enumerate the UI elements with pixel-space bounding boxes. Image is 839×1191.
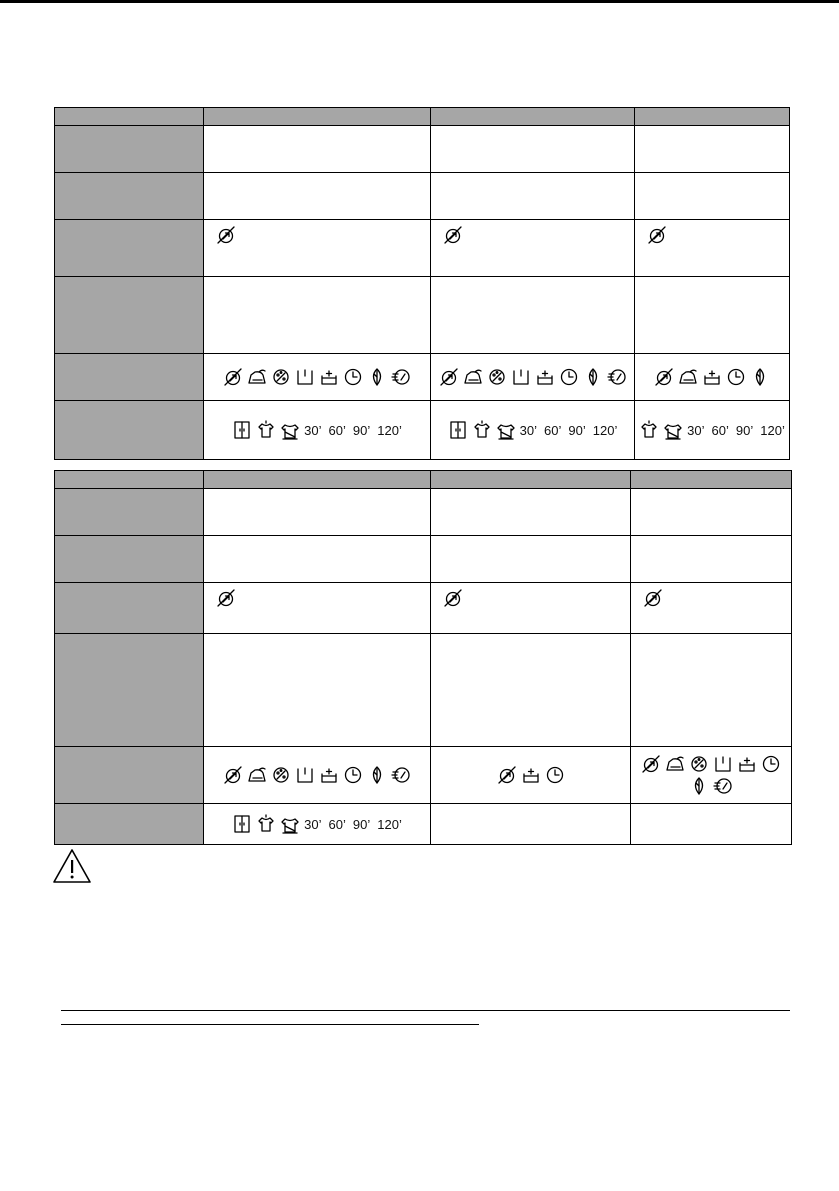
- no-pretreatment-icon: [443, 225, 463, 245]
- steam-options: [204, 804, 430, 844]
- table-row: [55, 804, 792, 845]
- stain-icon: [689, 754, 709, 774]
- extra-rinse-icon: [535, 367, 555, 387]
- stain-icon: [271, 765, 291, 785]
- duration-value: 120’: [592, 422, 618, 438]
- duration-value: 30’: [304, 422, 322, 438]
- options-icons: [635, 354, 789, 400]
- steam-options: [635, 401, 789, 459]
- row-label-cell: [55, 173, 204, 220]
- row-label-cell: [55, 401, 204, 460]
- table-cell: [631, 583, 792, 634]
- timer-icon: [343, 765, 363, 785]
- shirt-icon: [256, 420, 276, 440]
- duration-value: 60’: [711, 422, 729, 438]
- duration-value: 90’: [352, 816, 371, 832]
- stain-icon: [487, 367, 507, 387]
- header-cell: [431, 471, 631, 489]
- row-label-cell: [55, 634, 204, 747]
- duration-value: 90’: [568, 422, 586, 438]
- options-icons: [431, 747, 630, 803]
- table-cell: [431, 747, 631, 804]
- table-cell: [204, 354, 431, 401]
- row-label-cell: [55, 583, 204, 634]
- table-row: [55, 401, 790, 460]
- steam-options: [431, 401, 634, 459]
- iron-icon: [665, 754, 685, 774]
- table-cell: [204, 536, 431, 583]
- header-cell: [635, 108, 790, 126]
- warning-triangle-icon: [52, 848, 92, 884]
- iron-icon: [247, 765, 267, 785]
- quick-icon: [391, 367, 411, 387]
- cabinet-icon: [448, 420, 468, 440]
- extra-rinse-icon: [521, 765, 541, 785]
- footnote-rule-long: [61, 1010, 790, 1011]
- duration-values: [687, 423, 785, 438]
- header-cell: [204, 471, 431, 489]
- table-cell: [635, 220, 790, 277]
- table-row: [55, 634, 792, 747]
- row-label-cell: [55, 277, 204, 354]
- table-row: [55, 583, 792, 634]
- duration-value: 60’: [328, 816, 346, 832]
- duration-value: 60’: [328, 422, 346, 438]
- table-cell: [204, 489, 431, 536]
- no-pretreatment-icon: [443, 588, 463, 608]
- cabinet-icon: [232, 814, 252, 834]
- timer-icon: [726, 367, 746, 387]
- header-cell: [431, 108, 635, 126]
- table-cell: [431, 583, 631, 634]
- table-cell: [631, 536, 792, 583]
- eco-leaf-icon: [367, 367, 387, 387]
- hanger-shirt-icon: [280, 420, 300, 440]
- extra-rinse-icon: [319, 367, 339, 387]
- no-pretreatment-icon: [641, 754, 661, 774]
- timer-icon: [545, 765, 565, 785]
- table-cell: [635, 277, 790, 354]
- shirt-icon: [472, 420, 492, 440]
- hanger-shirt-icon: [663, 420, 683, 440]
- wash-tub-icon: [295, 765, 315, 785]
- table-cell: [635, 401, 790, 460]
- options-icons: [204, 354, 430, 400]
- eco-leaf-icon: [750, 367, 770, 387]
- table-cell: [204, 220, 431, 277]
- duration-value: 30’: [687, 422, 705, 438]
- table-cell: [204, 126, 431, 173]
- row-label-cell: [55, 220, 204, 277]
- row-label-cell: [55, 804, 204, 845]
- table-row: [55, 747, 792, 804]
- cabinet-icon: [232, 420, 252, 440]
- no-pretreatment-icon: [654, 367, 674, 387]
- table-cell: [204, 277, 431, 354]
- extra-rinse-icon: [702, 367, 722, 387]
- table-cell: [631, 634, 792, 747]
- pretreatment-group: [431, 583, 630, 613]
- no-pretreatment-icon: [643, 588, 663, 608]
- quick-icon: [607, 367, 627, 387]
- table-cell: [431, 489, 631, 536]
- table-cell: [431, 536, 631, 583]
- wash-tub-icon: [713, 754, 733, 774]
- shirt-icon: [639, 420, 659, 440]
- timer-icon: [559, 367, 579, 387]
- footnote-rule-short: [61, 1024, 479, 1025]
- no-pretreatment-icon: [216, 588, 236, 608]
- timer-icon: [761, 754, 781, 774]
- row-label-cell: [55, 747, 204, 804]
- header-cell: [55, 108, 204, 126]
- stain-icon: [271, 367, 291, 387]
- top-rule: [0, 0, 839, 3]
- duration-value: 90’: [352, 422, 371, 438]
- table-cell: [631, 804, 792, 845]
- duration-values: [520, 423, 618, 438]
- eco-leaf-icon: [689, 776, 709, 796]
- duration-value: 120’: [377, 816, 402, 832]
- duration-value: 30’: [304, 816, 322, 832]
- table-cell: [635, 126, 790, 173]
- duration-value: 90’: [735, 422, 754, 438]
- iron-icon: [678, 367, 698, 387]
- quick-icon: [713, 776, 733, 796]
- table-cell: [204, 804, 431, 845]
- duration-values: [304, 423, 402, 438]
- table-cell: [635, 354, 790, 401]
- table-row: [55, 489, 792, 536]
- table-row: [55, 173, 790, 220]
- programme-table-1: [54, 107, 790, 460]
- pretreatment-group: [204, 220, 430, 250]
- table-cell: [631, 489, 792, 536]
- no-pretreatment-icon: [223, 765, 243, 785]
- wash-tub-icon: [295, 367, 315, 387]
- table-cell: [431, 173, 635, 220]
- table-cell: [431, 804, 631, 845]
- programme-table-2: [54, 470, 792, 845]
- no-pretreatment-icon: [497, 765, 517, 785]
- no-pretreatment-icon: [223, 367, 243, 387]
- table-cell: [635, 173, 790, 220]
- header-row: [55, 108, 790, 126]
- table-cell: [631, 747, 792, 804]
- duration-values: [304, 817, 402, 832]
- table-cell: [431, 401, 635, 460]
- header-cell: [631, 471, 792, 489]
- shirt-icon: [256, 814, 276, 834]
- table-cell: [204, 747, 431, 804]
- duration-value: 60’: [544, 422, 562, 438]
- no-pretreatment-icon: [216, 225, 236, 245]
- table-row: [55, 354, 790, 401]
- row-label-cell: [55, 126, 204, 173]
- table-row: [55, 277, 790, 354]
- pretreatment-group: [631, 583, 791, 613]
- extra-rinse-icon: [737, 754, 757, 774]
- table-row: [55, 126, 790, 173]
- hanger-shirt-icon: [280, 814, 300, 834]
- no-pretreatment-icon: [647, 225, 667, 245]
- row-label-cell: [55, 489, 204, 536]
- eco-leaf-icon: [583, 367, 603, 387]
- iron-icon: [247, 367, 267, 387]
- table-cell: [431, 354, 635, 401]
- table-row: [55, 220, 790, 277]
- table-cell: [431, 126, 635, 173]
- pretreatment-group: [431, 220, 634, 250]
- options-icons: [431, 354, 634, 400]
- timer-icon: [343, 367, 363, 387]
- table-cell: [431, 634, 631, 747]
- table-row: [55, 536, 792, 583]
- duration-value: 120’: [760, 422, 785, 438]
- table-cell: [204, 583, 431, 634]
- pretreatment-group: [204, 583, 430, 613]
- table-cell: [431, 220, 635, 277]
- table-cell: [204, 634, 431, 747]
- header-row: [55, 471, 792, 489]
- table-cell: [204, 401, 431, 460]
- options-icons: [204, 747, 430, 803]
- header-cell: [55, 471, 204, 489]
- iron-icon: [463, 367, 483, 387]
- wash-tub-icon: [511, 367, 531, 387]
- quick-icon: [391, 765, 411, 785]
- pretreatment-group: [635, 220, 789, 250]
- header-cell: [204, 108, 431, 126]
- steam-options: [204, 401, 430, 459]
- table-cell: [431, 277, 635, 354]
- duration-value: 30’: [519, 422, 538, 438]
- row-label-cell: [55, 354, 204, 401]
- no-pretreatment-icon: [439, 367, 459, 387]
- extra-rinse-icon: [319, 765, 339, 785]
- options-icons: [631, 747, 791, 803]
- hanger-shirt-icon: [496, 420, 516, 440]
- table-cell: [204, 173, 431, 220]
- row-label-cell: [55, 536, 204, 583]
- eco-leaf-icon: [367, 765, 387, 785]
- duration-value: 120’: [377, 422, 402, 438]
